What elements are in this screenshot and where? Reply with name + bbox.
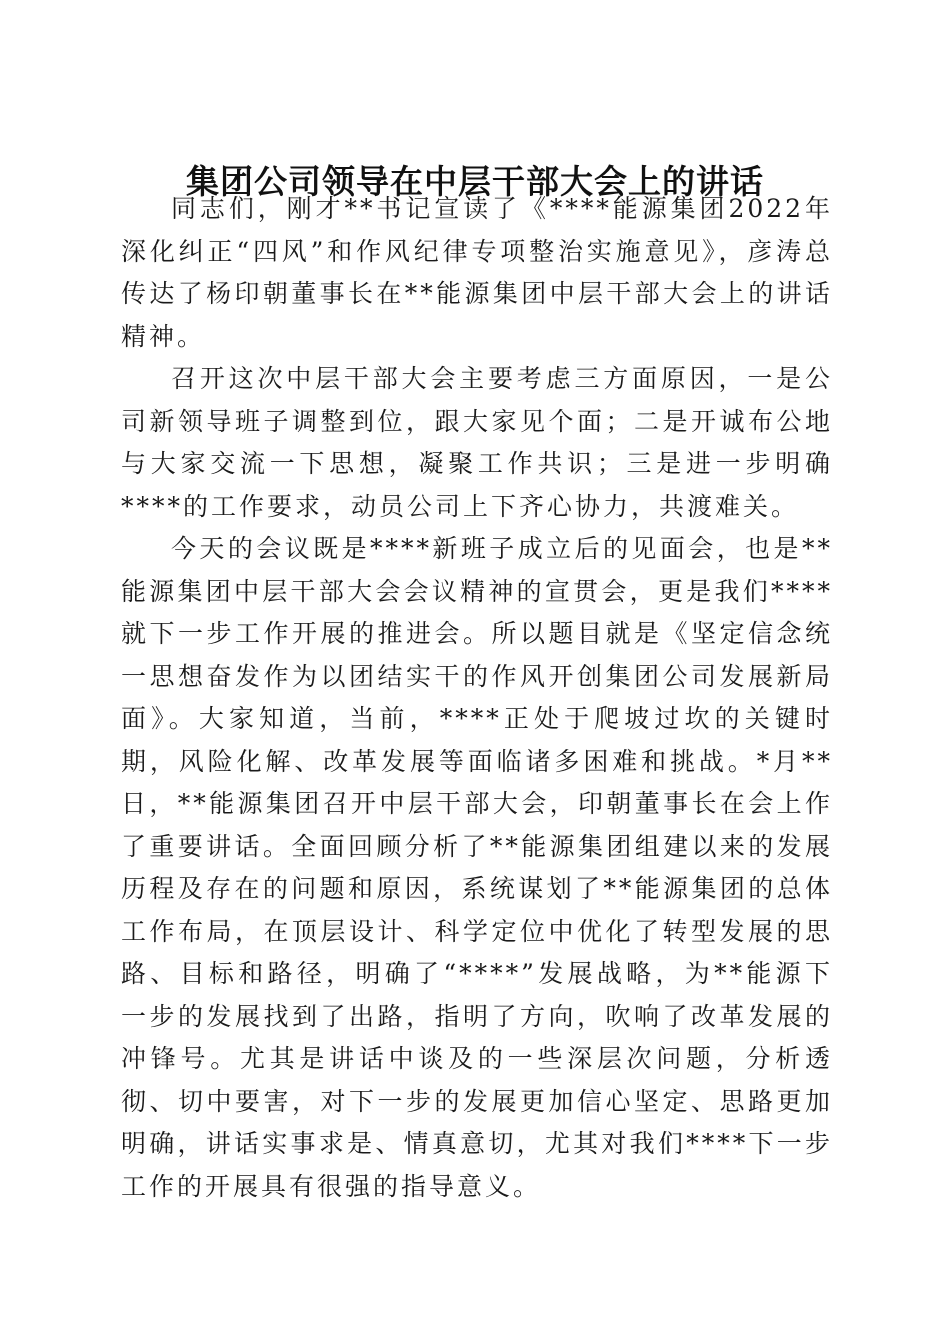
paragraph: 召开这次中层干部大会主要考虑三方面原因，一是公司新领导班子调整到位，跟大家见个面；二是开诚布公地与大家交流一下思想，凝聚工作共识；三是进一步明确****的工作要求，动员公司上下齐心协力，共渡难关。: [121, 364, 833, 521]
paragraph: 今天的会议既是****新班子成立后的见面会，也是**能源集团中层干部大会会议精神的宣贯会，更是我们****就下一步工作开展的推进会。所以题目就是《坚定信念统一思想奋发作为以团结实干的作风开创集团公司发展新局面》。大家知道，当前，****正处于爬坡过坎的关键时期，风险化解、改革发展等面临诸多困难和挑战。*月**日，**能源集团召开中层干部大会，印朝董事长在会上作了重要讲话。全面回顾分析了**能源集团组建以来的发展历程及存在的问题和原因，系统谋划了**能源集团的总体工作布局，在顶层设计、科学定位中优化了转型发展的思路、目标和路径，明确了“****”发展战略，为**能源下一步的发展找到了出路，指明了方向，吹响了改革发展的冲锋号。尤其是讲话中谈及的一些深层次问题，分析透彻、切中要害，对下一步的发展更加信心坚定、思路更加明确，讲话实事求是、情真意切，尤其对我们****下一步工作的开展具有很强的指导意义。: [121, 534, 833, 1201]
document-title: 集团公司领导在中层干部大会上的讲话: [186, 162, 764, 202]
document-body: [121, 188, 833, 1208]
paragraph: 同志们，刚才**书记宣读了《****能源集团2022年深化纠正“四风”和作风纪律专项整治实施意见》，彦涛总传达了杨印朝董事长在**能源集团中层干部大会上的讲话精神。: [121, 194, 833, 351]
